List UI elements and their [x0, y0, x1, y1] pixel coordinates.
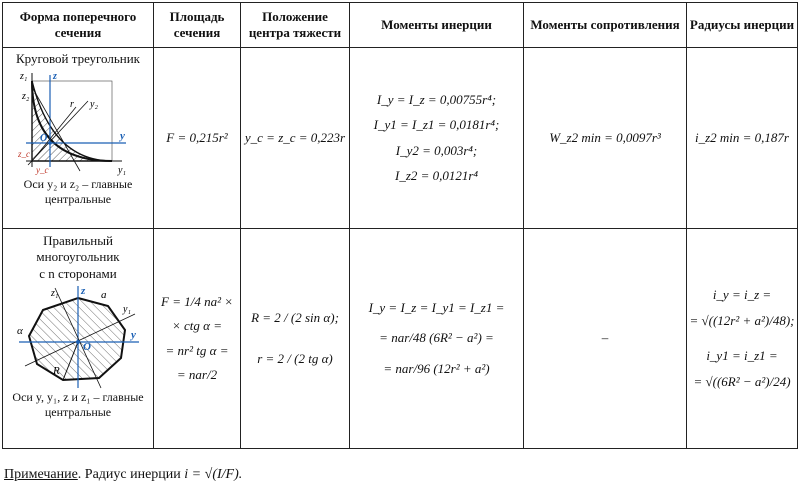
header-centroid	[241, 3, 350, 48]
header-section-moduli	[524, 3, 687, 48]
header-section-form-text: Форма поперечного сечения	[19, 8, 137, 40]
centroid-point	[48, 141, 52, 145]
poly-label-alpha: α	[17, 324, 23, 337]
regular-polygon-figure	[13, 284, 143, 390]
row2-radius-line1: i_y = i_z =	[712, 287, 772, 302]
row2-area-line3: = nr² tg α =	[165, 342, 229, 358]
header-radii-text: Радиусы инерции	[689, 16, 795, 32]
cell-row2-radius	[687, 229, 798, 449]
row2-name-line1: Правильный	[43, 233, 113, 248]
row2-inertia-line2: = nar/48 (6R² − a²) =	[379, 330, 494, 346]
cell-row2-shape	[3, 229, 154, 449]
label-y2: y₂	[90, 99, 98, 111]
cell-row1-radius	[687, 48, 798, 229]
header-row	[3, 3, 798, 48]
poly-label-y: y	[131, 328, 136, 341]
row-circular-triangle	[3, 48, 798, 229]
header-inertia-moments	[350, 3, 524, 48]
header-moduli-text: Моменты сопротивления	[530, 16, 680, 32]
row-regular-polygon	[3, 229, 798, 449]
row2-name-line3: с n сторонами	[39, 265, 117, 281]
label-o: O	[40, 133, 48, 145]
row1-centroid-formula: y_c = z_c = 0,223r	[244, 129, 346, 145]
row2-centroid-r: r = 2 / (2 tg α)	[257, 350, 333, 366]
cell-row1-centroid	[241, 48, 350, 229]
label-zc: z_c	[18, 149, 30, 160]
footnote-formula: i = √(I/F).	[184, 467, 243, 482]
row2-radius-line4: = √((6R² − a²)/24)	[693, 373, 791, 389]
header-area	[154, 3, 241, 48]
row1-inertia-2: I_y1 = I_z1 = 0,0181r⁴;	[373, 117, 500, 133]
header-centroid-text: Положение центра тяжести	[248, 8, 342, 40]
label-r: r	[70, 99, 74, 111]
circular-triangle-shape	[32, 81, 112, 161]
row2-axes-note: Оси y, y₁, z и z₁ – главные центральные	[12, 389, 144, 419]
row1-modulus-formula: W_z2 min = 0,0097r³	[549, 129, 661, 145]
row1-shape-name: Круговой треугольник	[15, 51, 141, 66]
label-yc: y_c	[36, 165, 49, 176]
section-properties-table	[2, 2, 798, 449]
label-z1: z₁	[20, 71, 28, 83]
row1-area-formula: F = 0,215r²	[166, 129, 228, 145]
cell-row2-centroid	[241, 229, 350, 449]
row2-name-line2: многоугольник	[36, 249, 120, 265]
label-z2: z₂	[22, 91, 30, 103]
header-area-text: Площадь сечения	[169, 8, 225, 40]
cell-row1-shape	[3, 48, 154, 229]
cell-row1-modulus	[524, 48, 687, 229]
footnote	[4, 467, 242, 483]
row2-radius-line2: = √((12r² + a²)/48);	[689, 313, 795, 329]
label-y: y	[120, 130, 125, 143]
row2-centroid-R: R = 2 / (2 sin α);	[251, 310, 339, 326]
row2-radius-line3: i_y1 = i_z1 =	[706, 347, 778, 363]
row2-area-line4: = nar/2	[176, 366, 218, 382]
row1-inertia-3: I_y2 = 0,003r⁴;	[395, 142, 478, 158]
row1-axes-note: Оси y₂ и z₂ – главные центральные	[23, 177, 133, 207]
row2-inertia-line1: I_y = I_z = I_y1 = I_z1 =	[368, 300, 505, 316]
label-z: z	[53, 71, 57, 83]
polygon-shape	[29, 298, 125, 380]
row2-modulus-dash: –	[601, 330, 609, 346]
poly-label-z: z	[81, 284, 86, 297]
footnote-label: Примечание	[4, 467, 78, 482]
cell-row1-area	[154, 48, 241, 229]
row1-radius-formula: i_z2 min = 0,187r	[694, 129, 789, 145]
row1-inertia-4: I_z2 = 0,0121r⁴	[395, 167, 478, 183]
poly-label-o: O	[83, 340, 91, 353]
cell-row1-inertia	[350, 48, 524, 229]
poly-centroid	[76, 340, 80, 344]
row1-inertia-1: I_y = I_z = 0,00755r⁴;	[376, 92, 497, 107]
poly-label-z1: z₁	[51, 287, 59, 299]
poly-label-r: R	[53, 364, 60, 377]
poly-label-a: a	[101, 288, 107, 301]
cell-row2-area	[154, 229, 241, 449]
header-inertia-text: Моменты инерции	[381, 16, 492, 32]
cell-row2-inertia	[350, 229, 524, 449]
poly-label-y1: y₁	[123, 303, 131, 315]
row2-inertia-line3: = nar/96 (12r² + a²)	[383, 360, 490, 376]
cell-row2-modulus	[524, 229, 687, 449]
footnote-text: . Радиус инерции	[77, 467, 185, 482]
header-section-form	[3, 3, 154, 48]
row2-area-line2: × ctg α =	[171, 318, 222, 334]
row2-area-line1: F = 1/4 na² ×	[161, 294, 233, 309]
header-gyration-radii	[687, 3, 798, 48]
label-y1: y₁	[118, 165, 126, 177]
circular-triangle-figure	[18, 67, 138, 177]
